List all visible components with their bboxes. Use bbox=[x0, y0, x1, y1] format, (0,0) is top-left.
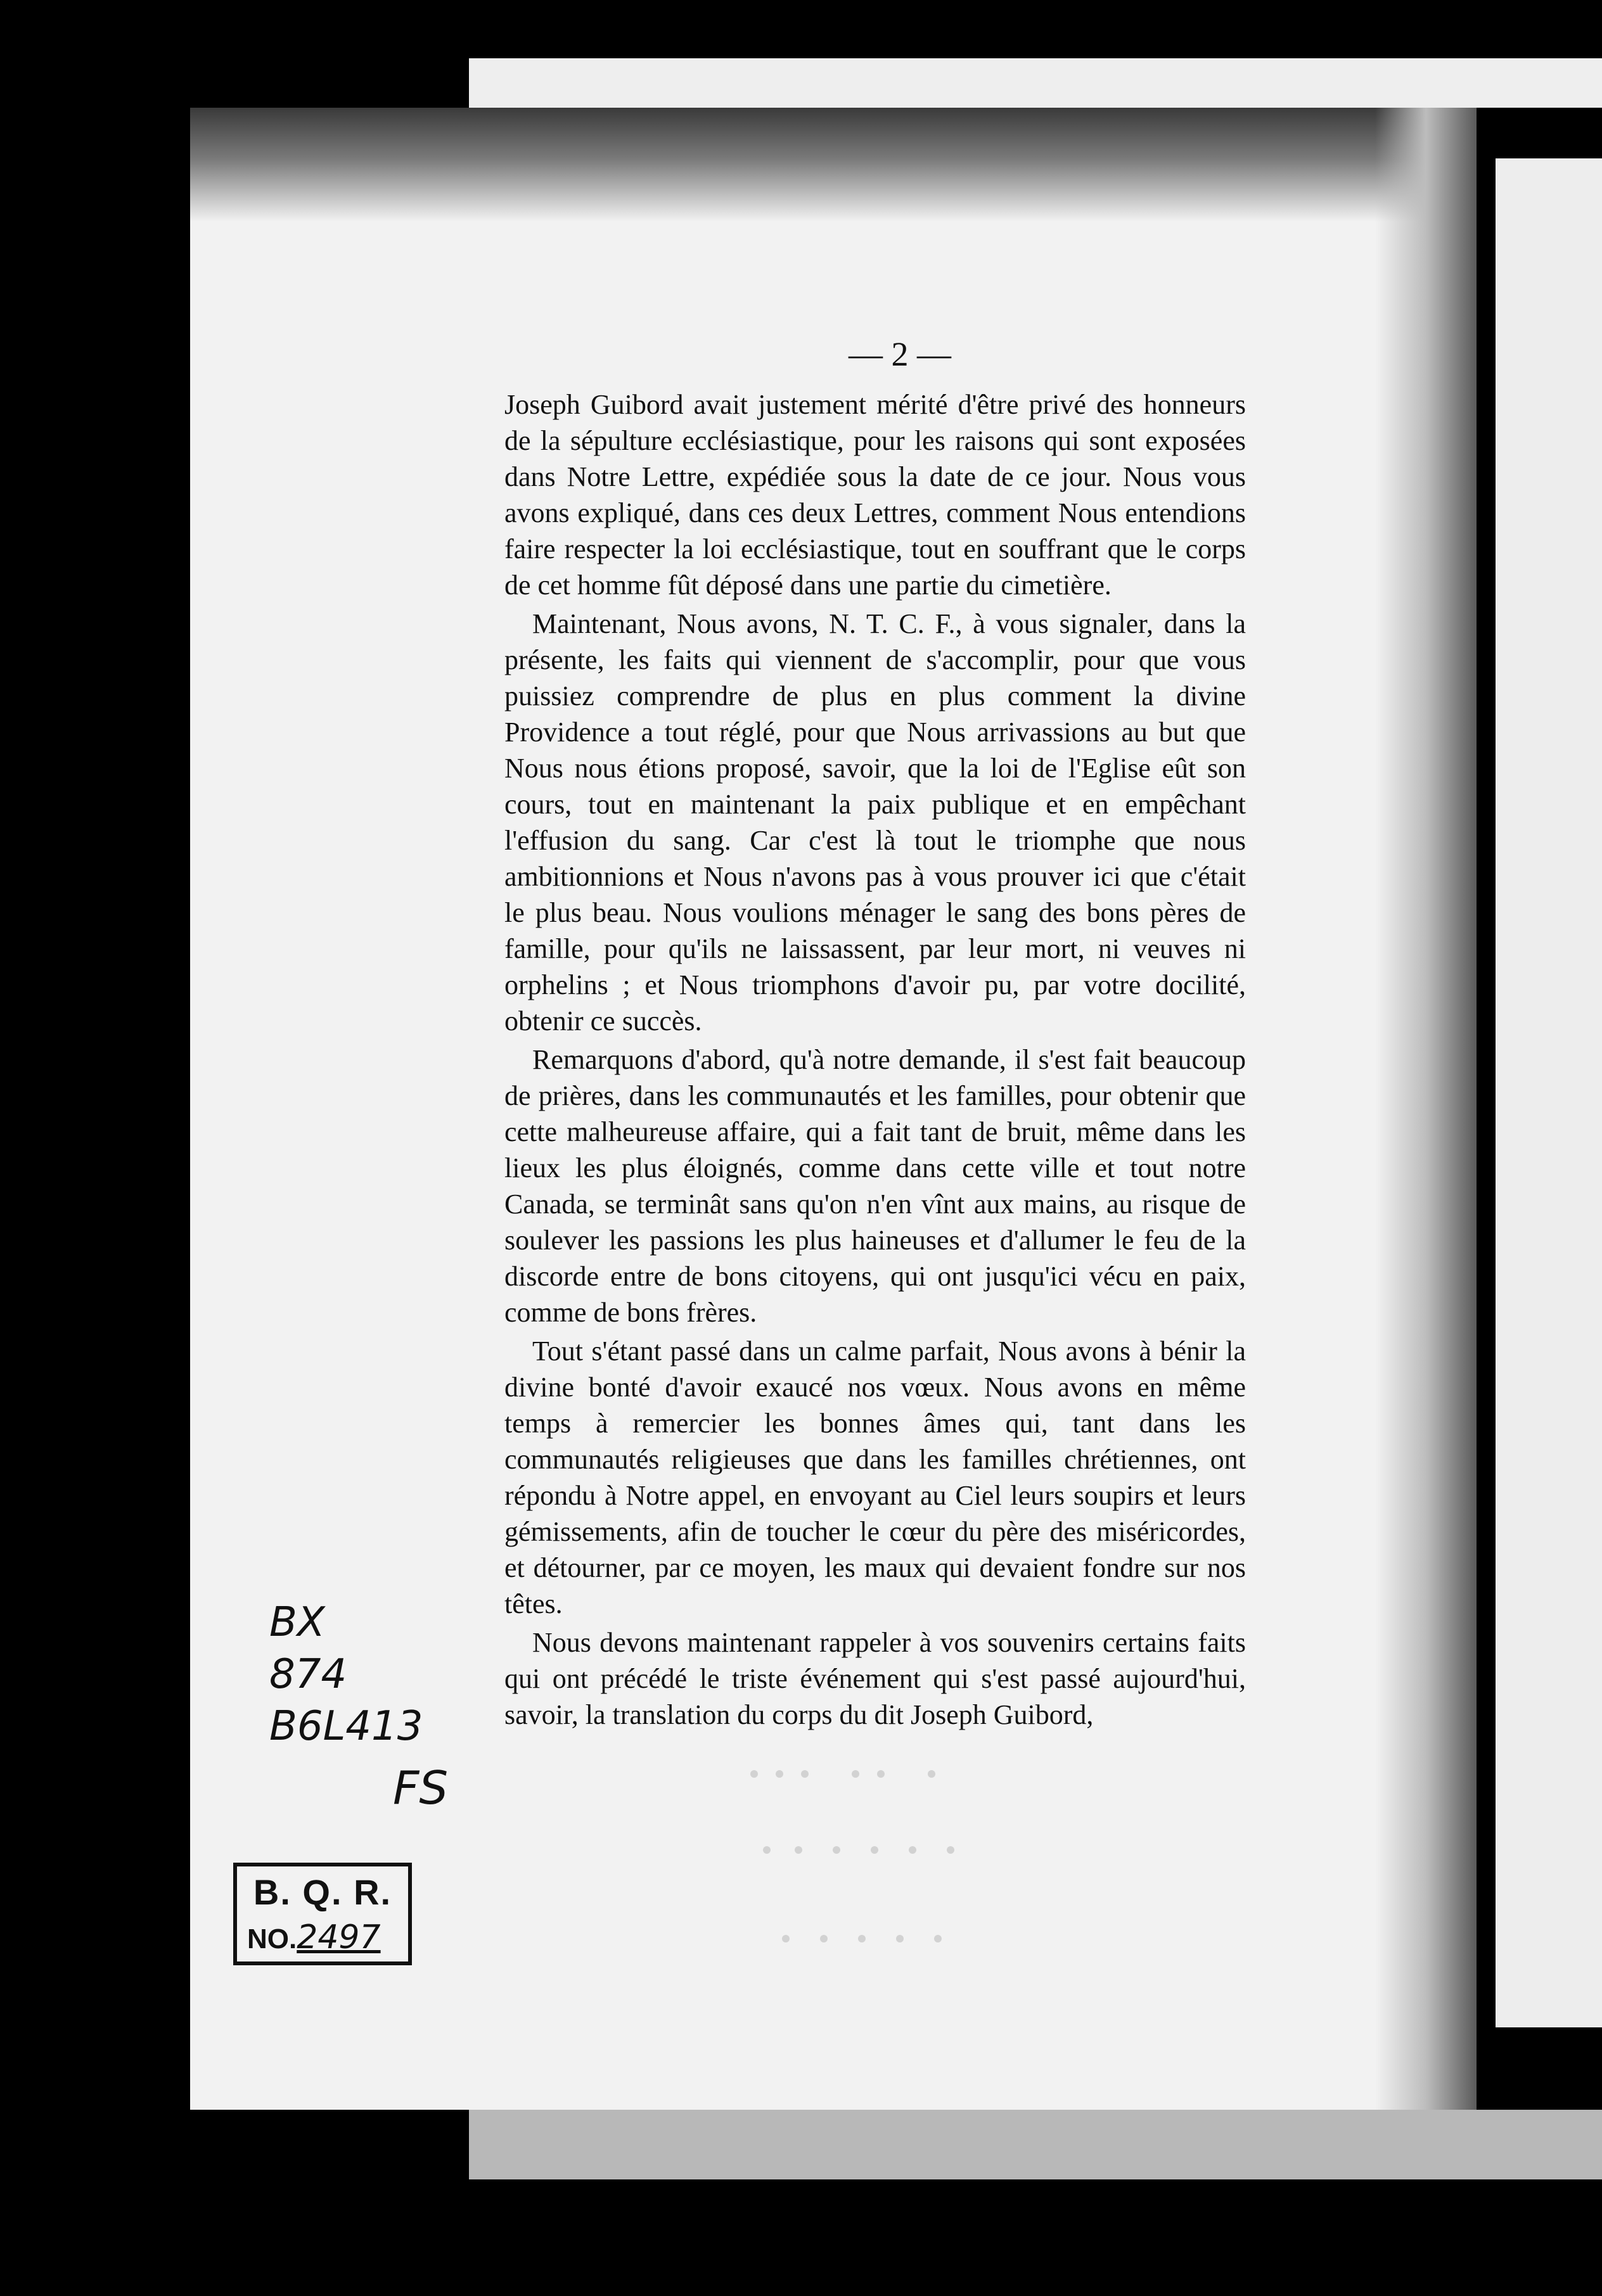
paragraph: Remarquons d'abord, qu'à notre demande, il s'est fait beaucoup de prières, dans les communautés et les familles, pour obtenir que cette malheureuse affaire, qui a fait tant de bruit, même dans les lieux les plus éloignés, comme dans cette ville et tout notre Canada, se terminât sans qu'on n'en vînt aux mains, au risque de soulever les passions les plus haineuses et d'allumer le feu de la discorde entre de bons citoyens, qui ont jusqu'ici vécu en paix, comme de bons frères. bbox=[504, 1044, 1246, 1328]
page-number: — 2 — bbox=[849, 335, 951, 373]
body-text bbox=[504, 386, 1246, 1735]
stamp-number bbox=[247, 1918, 381, 1956]
faint-perforation-stamp bbox=[729, 1749, 1033, 1989]
handwritten-call-number bbox=[269, 1597, 423, 1752]
stamp-title: B. Q. R. bbox=[253, 1872, 392, 1912]
page-shadow-top bbox=[190, 108, 1477, 222]
handwritten-initials: FS bbox=[393, 1761, 449, 1814]
call-number-line: B6L413 bbox=[269, 1703, 423, 1750]
paragraph: Nous devons maintenant rappeler à vos souvenirs certains faits qui ont précédé le triste événement qui s'est passé aujourd'hui, savoir, la translation du corps du dit Joseph Guibord, bbox=[504, 1627, 1246, 1730]
call-number-line: 874 bbox=[269, 1651, 347, 1698]
paragraph: Maintenant, Nous avons, N. T. C. F., à vous signaler, dans la présente, les faits qui viennent de s'accomplir, pour que vous puissiez comprendre de plus en plus comment la divine Providence a tout réglé, pour que Nous arrivassions au but que Nous nous étions proposé, savoir, que la loi de l'Eglise eût son cours, tout en maintenant la paix publique et en empêchant l'effusion du sang. Car c'est là tout le triomphe que nous ambitionnions et Nous n'avons pas à vous prouver ici que c'était le plus beau. Nous voulions ménager le sang des bons pères de famille, pour qu'ils ne laissassent, par leur mort, ni veuves ni orphelins ; et Nous triomphons d'avoir pu, par votre docilité, obtenir ce succès. bbox=[504, 608, 1246, 1036]
stamp-number-value: 2497 bbox=[297, 1918, 381, 1956]
adjacent-page-edge bbox=[1496, 158, 1602, 2027]
paragraph: Tout s'étant passé dans un calme parfait, Nous avons à bénir la divine bonté d'avoir exaucé nos vœux. Nous avons en même temps à remercier les bonnes âmes qui, tant dans les communautés religieuses que dans les familles chrétiennes, ont répondu à Notre appel, en envoyant au Ciel leurs soupirs et leurs gémissements, afin de toucher le cœur du père des miséricordes, et détourner, par ce moyen, les maux qui devaient fondre sur nos têtes. bbox=[504, 1336, 1246, 1619]
film-strip-bottom bbox=[469, 2110, 1602, 2179]
library-stamp bbox=[233, 1863, 412, 1965]
call-number-line: BX bbox=[269, 1599, 325, 1646]
paragraph: Joseph Guibord avait justement mérité d'être privé des honneurs de la sépulture ecclésiastique, pour les raisons qui sont exposées dans Notre Lettre, expédiée sous la date de ce jour. Nous vous avons expliqué, dans ces deux Lettres, comment Nous entendions faire respecter la loi ecclésiastique, tout en souffrant que le corps de cet homme fût déposé dans une partie du cimetière. bbox=[504, 389, 1246, 601]
film-strip-top bbox=[469, 58, 1602, 108]
page-shadow-right bbox=[1375, 108, 1477, 2110]
stamp-number-prefix: NO. bbox=[247, 1923, 297, 1955]
